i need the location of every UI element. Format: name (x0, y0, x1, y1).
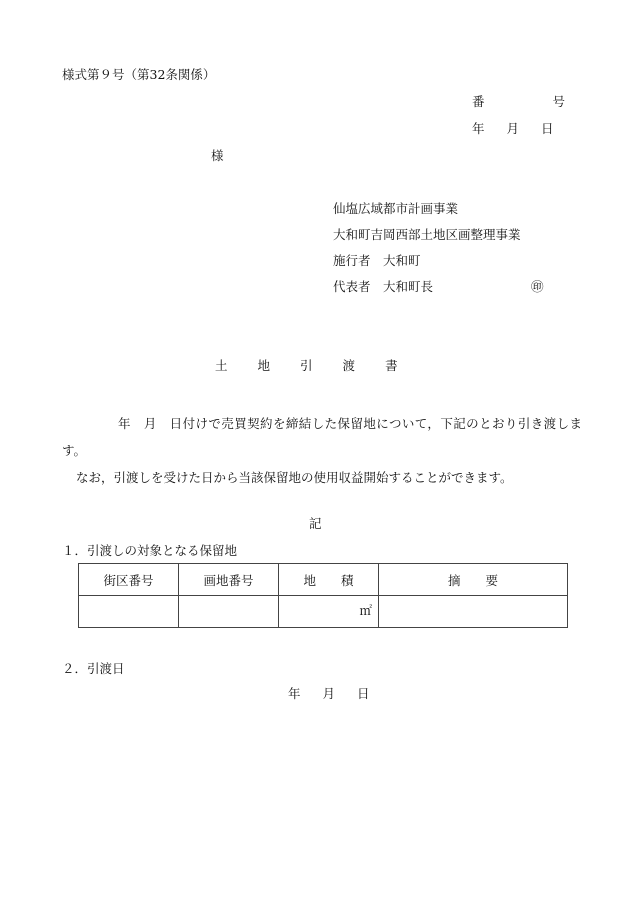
cell-area (279, 596, 379, 628)
issue-date-row (472, 123, 554, 136)
header-area: 地 積 (279, 564, 379, 596)
header-remarks: 摘 要 (379, 564, 568, 596)
body-text (62, 410, 582, 491)
title-char: 渡 (342, 358, 356, 373)
area-unit: ㎡ (359, 603, 372, 618)
issue-date-month: 月 (506, 121, 520, 136)
table-row (79, 596, 568, 628)
section2-heading: ２．引渡日 (62, 661, 125, 676)
record-label: 記 (309, 516, 322, 531)
title-char: 書 (385, 358, 398, 373)
title-char: 土 (215, 358, 228, 373)
body-paragraph-1: 年 月 日付けで売買契約を締結した保留地について，下記のとおり引き渡します。 (62, 416, 582, 458)
addressee-suffix: 様 (211, 148, 224, 163)
operator-line: 施行者 大和町 (333, 253, 421, 268)
cell-block-number (79, 596, 179, 628)
parcel-table (78, 563, 568, 628)
number-label-end: 号 (552, 94, 566, 109)
cell-lot-number (179, 596, 279, 628)
title-char: 地 (257, 358, 271, 373)
section1-heading: １．引渡しの対象となる保留地 (62, 543, 238, 558)
title-char: 引 (300, 358, 313, 373)
project-name-line1: 仙塩広域都市計画事業 (333, 201, 459, 216)
handover-year: 年 (288, 686, 301, 701)
issuer-block (333, 202, 521, 306)
seal-mark: ㊞ (531, 279, 544, 294)
cell-remarks (379, 596, 568, 628)
handover-day: 日 (357, 686, 370, 701)
form-label: 様式第９号（第32条関係） (62, 67, 216, 82)
handover-month: 月 (322, 686, 336, 701)
document-title (215, 360, 428, 373)
handover-date (288, 688, 370, 701)
issue-date-day: 日 (541, 121, 554, 136)
body-paragraph-2: なお，引渡しを受けた日から当該保留地の使用収益開始することができます。 (76, 470, 513, 485)
table-header-row (79, 564, 568, 596)
header-lot-number: 画地番号 (179, 564, 279, 596)
header-block-number: 街区番号 (79, 564, 179, 596)
representative-line: 代表者 大和町長 (333, 279, 434, 294)
document-number-row (472, 96, 565, 109)
number-label-start: 番 (472, 94, 485, 109)
issue-date-year: 年 (472, 121, 485, 136)
project-name-line2: 大和町吉岡西部土地区画整理事業 (333, 227, 521, 242)
